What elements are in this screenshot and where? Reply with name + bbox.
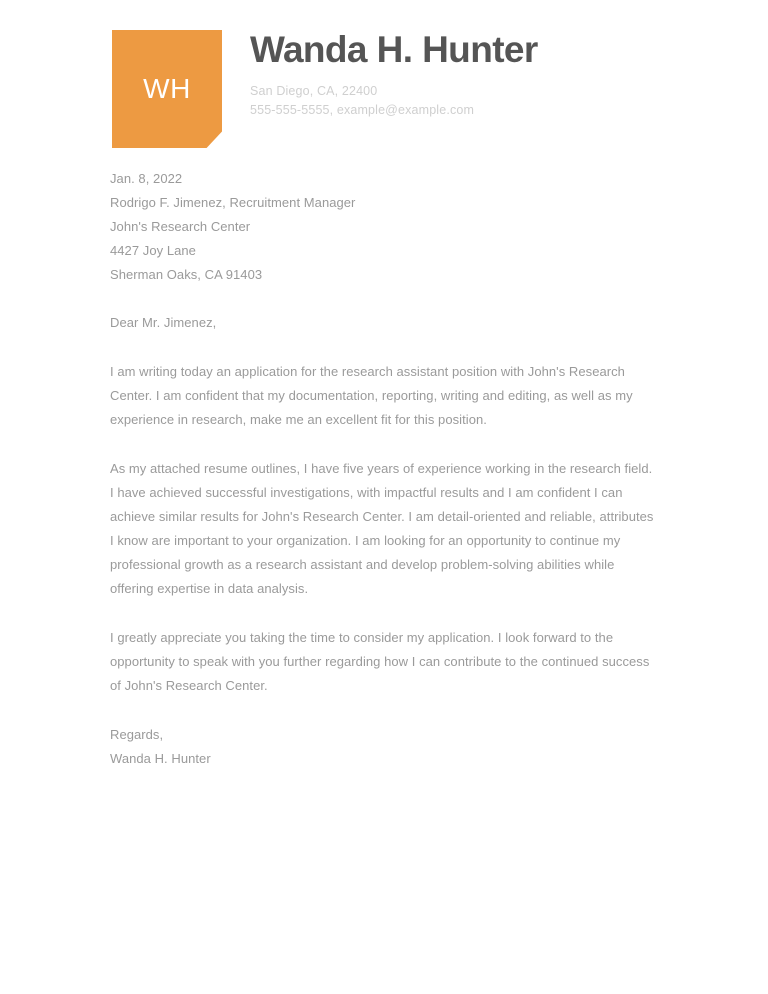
contact-phone-email: 555-555-5555, example@example.com xyxy=(250,102,475,117)
recipient-address-block xyxy=(110,167,658,287)
contact-address: San Diego, CA, 22400 xyxy=(250,83,378,98)
salutation: Dear Mr. Jimenez, xyxy=(110,315,217,330)
body-paragraph-3: I greatly appreciate you taking the time to consider my application. I look forward to the opportunity to speak with you further regarding how I can contribute to the continued success of John's Research Center. xyxy=(110,630,650,693)
signature-name: Wanda H. Hunter xyxy=(110,751,211,766)
page-title: Wanda H. Hunter xyxy=(250,29,538,70)
letter-date: Jan. 8, 2022 xyxy=(110,171,183,186)
body-paragraph-1: I am writing today an application for the research assistant position with John's Research Center. I am confident that my documentation, reporting, writing and editing, as well as my experience in research, make me an excellent fit for this position. xyxy=(110,364,633,427)
body-paragraph-2: As my attached resume outlines, I have five years of experience working in the research field. I have achieved successful investigations, with impactful results and I am confident I can achieve similar results for John's Research Center. I am detail-oriented and reliable, attributes I know are important to your organization. I am looking for an opportunity to continue my professional growth as a research assistant and develop problem-solving abilities while offering expertise in data analysis. xyxy=(110,461,654,596)
closing-salutation: Regards, xyxy=(110,727,164,742)
identity-block xyxy=(250,30,670,120)
monogram-initials: WH xyxy=(143,73,191,104)
contact-block xyxy=(250,82,670,120)
recipient-street: 4427 Joy Lane xyxy=(110,243,196,258)
signoff-block xyxy=(110,723,658,771)
recipient-company: John's Research Center xyxy=(110,219,251,234)
letter-header xyxy=(112,30,672,150)
recipient-name-title: Rodrigo F. Jimenez, Recruitment Manager xyxy=(110,195,356,210)
letter-body xyxy=(110,167,658,771)
recipient-city-state-zip: Sherman Oaks, CA 91403 xyxy=(110,267,263,282)
